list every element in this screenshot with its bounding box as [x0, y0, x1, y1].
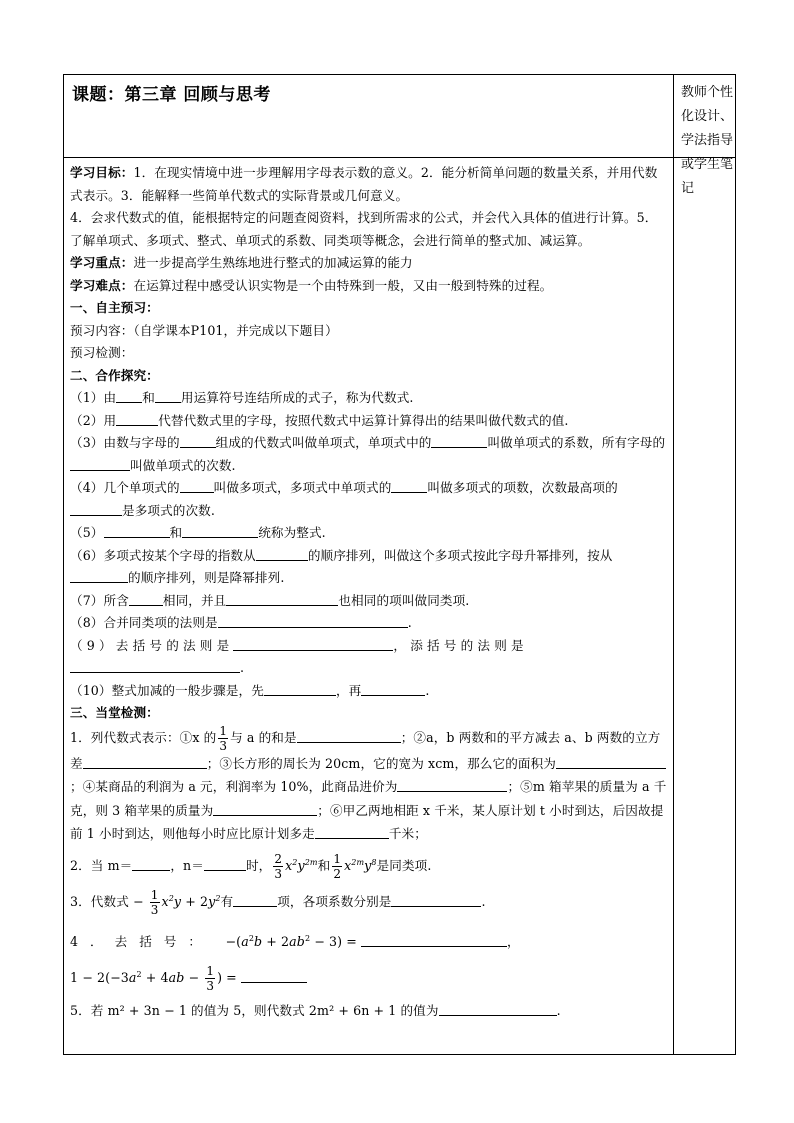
p2-text-c: 时， [245, 857, 272, 873]
q3-text-d: 叫做单项式的次数. [130, 457, 236, 473]
answer-blank[interactable] [361, 933, 507, 947]
p1-text-h: 千米； [388, 826, 427, 841]
q5-text-b: 和 [169, 525, 183, 540]
q8-text-a: （8）合并同类项的法则是 [70, 615, 218, 630]
answer-blank[interactable] [132, 857, 170, 871]
answer-blank[interactable] [116, 412, 158, 426]
answer-blank[interactable] [241, 969, 307, 983]
lesson-body [70, 162, 668, 1022]
preview-check: 预习检测： [70, 345, 134, 360]
question-5 [70, 522, 668, 545]
answer-blank[interactable] [70, 659, 240, 673]
p5-text-b: . [556, 1002, 561, 1018]
goals-label: 学习目标： [70, 165, 134, 180]
q2-text-b: 代替代数式里的字母，按照代数式中运算计算得出的结果叫做代数式的值. [158, 412, 569, 428]
q3-text-b: 组成的代数式叫做单项式，单项式中的 [215, 435, 432, 450]
q3-text-c: 叫做单项式的系数，所有字母的 [487, 435, 666, 450]
q10-text-c: . [425, 682, 430, 698]
answer-blank[interactable] [213, 802, 317, 816]
q5-text-a: （5） [70, 525, 104, 540]
monomial-expression-2: $x^{2m}y^8$ [344, 857, 377, 873]
answer-blank[interactable] [556, 755, 666, 769]
answer-blank[interactable] [182, 524, 258, 538]
q3-text-a: （3）由数与字母的 [70, 435, 180, 450]
answer-blank[interactable] [104, 524, 170, 538]
lesson-title: 课题：第三章 回顾与思考 [72, 85, 271, 105]
answer-blank[interactable] [391, 893, 481, 907]
answer-blank[interactable] [129, 592, 163, 606]
fraction-denominator: 2 [333, 866, 342, 881]
key-point [70, 252, 668, 275]
q7-text-b: 相同，并且 [162, 592, 227, 608]
answer-blank[interactable] [297, 729, 401, 743]
question-2 [70, 410, 668, 433]
q5-text-c: 统称为整式. [258, 525, 326, 540]
answer-blank[interactable] [226, 592, 338, 606]
p2-text-a: 2．当 m＝ [70, 857, 133, 873]
section-3-heading: 三、当堂检测： [70, 705, 159, 720]
q1-text-b: 和 [142, 390, 155, 405]
question-8 [70, 612, 668, 635]
q7-text-c: 也相同的项叫做同类项. [338, 592, 470, 608]
section-1-heading: 一、自主预习： [70, 300, 159, 315]
fraction-numerator: 1 [333, 851, 342, 866]
learning-goals-cont: 4．会求代数式的值，能根据特定的问题查阅资料，找到所需求的公式，并会代入具体的值进行计算。5．了解单项式、多项式、整式、单项式的系数、同类项等概念，会进行简单的整式加、减运算。 [70, 210, 658, 248]
p3-text-c: 项，各项系数分别是 [277, 893, 392, 909]
q4-text-d: 是多项式的次数. [122, 502, 215, 518]
q6-text-a: （6）多项式按某个字母的指数从 [70, 547, 256, 563]
p4-text-a: 4 ． 去 括 号 ： [70, 934, 205, 950]
polynomial-expression: − $\frac{1}{3}$ $x^2y + 2y^2$ [128, 887, 221, 917]
answer-blank[interactable] [439, 1002, 557, 1016]
p1-text-g: ；⑥甲乙两地相距 x 千米，某人原计划 t 小时到达，后因故提前 1 小时到达，则他每小时应比原计划多走 [70, 802, 664, 841]
q4-text-c: 叫做多项式的项数，次数最高项的 [427, 480, 618, 495]
q9-text-a: （ 9 ） 去 括 号 的 法 则 是 [70, 637, 230, 653]
question-3 [70, 432, 668, 477]
answer-blank[interactable] [70, 569, 128, 583]
q10-text-b: ，再 [335, 682, 362, 698]
q9-text-b: ， 添 括 号 的 法 则 是 [393, 637, 524, 653]
difficulty [70, 275, 668, 298]
bracket-expression-2: $1 - 2(-3a^2 + 4ab$ − $\frac{1}{3}$ ) = [70, 963, 241, 993]
p1-text-a: 1．列代数式表示：①x 的 [70, 729, 217, 745]
question-6 [70, 545, 668, 590]
learning-goals [70, 162, 668, 207]
answer-blank[interactable] [233, 893, 277, 907]
answer-blank[interactable] [256, 547, 308, 561]
question-1 [70, 387, 668, 410]
answer-blank[interactable] [397, 778, 507, 792]
fraction-two-thirds [273, 853, 283, 880]
question-7 [70, 590, 668, 613]
answer-blank[interactable] [70, 502, 122, 516]
fraction-numerator: 2 [274, 851, 283, 866]
key-point-text: 进一步提高学生熟练地进行整式的加减运算的能力 [133, 255, 413, 270]
fraction-one-third [218, 725, 228, 752]
p1-text-b: 与 a 的和是 [230, 729, 297, 745]
p4-text-b: ， [507, 934, 520, 950]
answer-blank[interactable] [264, 682, 336, 696]
row-divider [64, 157, 735, 158]
problem-2 [70, 852, 668, 880]
p1-text-d: ；③长方形的周长为 20cm，它的宽为 xcm，那么它的面积为 [206, 755, 556, 771]
column-divider [673, 75, 674, 1054]
q7-text-a: （7）所含 [70, 592, 129, 608]
answer-blank[interactable] [70, 457, 130, 471]
fraction-one-half [332, 853, 342, 880]
fraction-denominator: 3 [274, 866, 283, 881]
q6-text-c: 的顺序排列，则是降幂排列. [128, 570, 285, 585]
problem-4 [70, 928, 668, 954]
p2-text-b: ，n＝ [170, 857, 204, 873]
answer-blank[interactable] [218, 614, 408, 628]
answer-blank[interactable] [83, 755, 207, 769]
monomial-expression-1: $x^2y^{2m}$ [285, 857, 318, 873]
q8-text-b: . [407, 615, 412, 630]
q1-text-c: 用运算符号连结所成的式子，称为代数式. [180, 390, 414, 405]
lesson-table [63, 74, 736, 1055]
p1-text-e: ；④某商品的利润为 a 元，利润率为 10%，此商品进价为 [70, 779, 398, 794]
question-4 [70, 477, 668, 522]
answer-blank[interactable] [180, 434, 216, 448]
fraction-numerator: 1 [219, 723, 228, 738]
p2-text-d: 和 [317, 857, 331, 873]
q4-text-a: （4）几个单项式的 [70, 480, 180, 495]
fraction-denominator: 3 [219, 738, 228, 753]
preview-content: 预习内容：（自学课本P101，并完成以下题目） [70, 322, 338, 338]
q4-text-b: 叫做多项式，多项式中单项式的 [213, 480, 392, 495]
question-10 [70, 680, 668, 703]
answer-blank[interactable] [204, 857, 246, 871]
p2-text-e: 是同类项. [376, 857, 432, 873]
p3-text-a: 3．代数式 [70, 893, 129, 909]
answer-blank[interactable] [116, 389, 142, 403]
bracket-expression-1: $-(a^2b + 2ab^2 - 3)$ = [225, 933, 361, 950]
answer-blank[interactable] [155, 389, 181, 403]
key-point-label: 学习重点： [70, 255, 134, 270]
answer-blank[interactable] [431, 434, 487, 448]
answer-blank[interactable] [315, 825, 389, 839]
goals-text-1: 1．在现实情境中进一步理解用字母表示数的意义。2．能分析简单问题的数量关系，并用代数式表示。3．能解释一些简单代数式的实际背景或几何意义。 [70, 165, 658, 203]
answer-blank[interactable] [391, 479, 427, 493]
problem-3 [70, 888, 668, 916]
q10-text-a: （10）整式加减的一般步骤是，先 [70, 682, 264, 698]
difficulty-label: 学习难点： [70, 277, 134, 293]
q1-text-a: （1）由 [70, 390, 117, 405]
difficulty-text: 在运算过程中感受认识实物是一个由特殊到一般，又由一般到特殊的过程。 [133, 277, 553, 293]
teacher-notes-header: 教师个性化设计、学法指导或学生笔记 [681, 85, 734, 196]
problem-1 [70, 725, 668, 846]
answer-blank[interactable] [361, 682, 425, 696]
answer-blank[interactable] [180, 479, 214, 493]
p3-text-d: . [481, 893, 486, 909]
p1-text-c: ；②a，b 两数和的平方减去 a、b 两数的立方差 [70, 729, 661, 771]
q6-text-b: 的顺序排列，叫做这个多项式按此字母升幂排列，按从 [307, 547, 613, 563]
section-2-heading: 二、合作探究： [70, 367, 159, 383]
q9-text-c: . [240, 660, 245, 675]
problem-4-part-2 [70, 964, 668, 992]
p1-text-f: ；⑤m 箱苹果的质量为 a 千克，则 3 箱苹果的质量为 [70, 779, 667, 818]
q2-text-a: （2）用 [70, 412, 117, 428]
p5-text-a: 5．若 m² + 3n − 1 的值为 5，则代数式 2m² + 6n + 1 的值为 [70, 1002, 439, 1018]
answer-blank[interactable] [233, 637, 393, 651]
question-9 [70, 635, 668, 680]
p3-text-b: 有 [220, 893, 234, 909]
problem-5 [70, 1000, 668, 1023]
